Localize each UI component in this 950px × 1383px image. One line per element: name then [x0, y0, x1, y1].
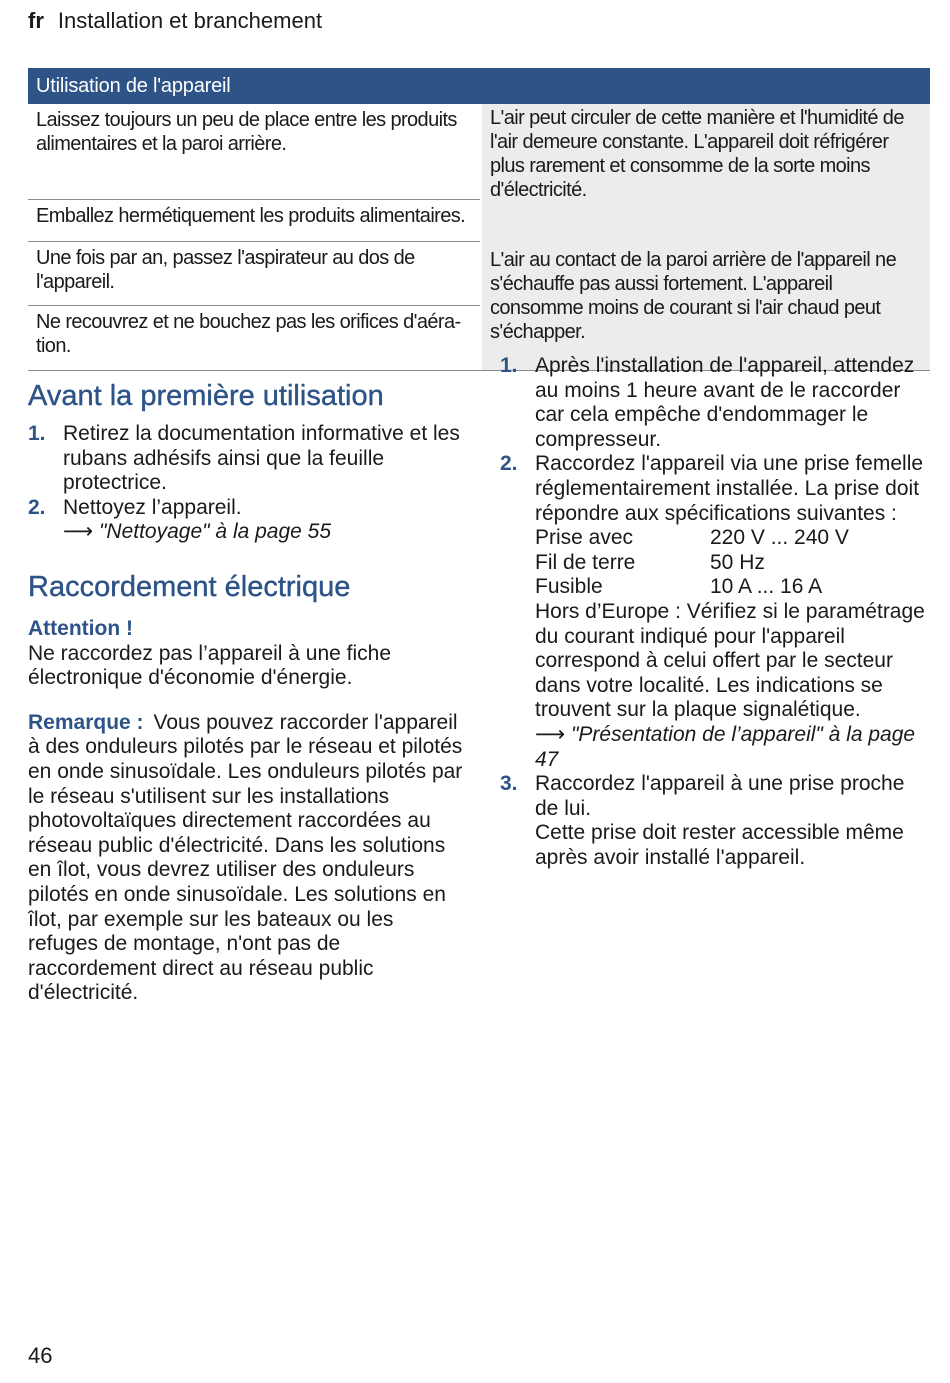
first-use-heading: Avant la première utilisation	[28, 380, 384, 412]
page-reference-link[interactable]: "Nettoyage" à la page 55	[98, 520, 332, 544]
page-number: 46	[28, 1343, 53, 1368]
spec-value: 220 V ... 240 V	[710, 526, 849, 550]
left-column	[28, 376, 468, 1006]
step-number: 1.	[500, 354, 518, 377]
usage-table-cell: Laissez toujours un peu de place entre les produits alimentaires et la paroi arrière.	[28, 104, 480, 200]
usage-table-reason: L'air au contact de la paroi arrière de l'appareil ne s'échauffe pas aussi fortement. L'appareil consomme moins de courant si l'air chaud peut s'échapper.	[482, 242, 930, 370]
page-reference-link[interactable]: "Présentation de l’appareil" à la page 47	[535, 722, 916, 771]
connection-steps	[500, 354, 930, 870]
step-text: Retirez la documentation informative et les rubans adhésifs ainsi que la feuille protectrice.	[63, 422, 460, 495]
list-item	[28, 496, 468, 545]
remark-block	[28, 711, 468, 1006]
spec-label: Prise avec	[535, 526, 634, 550]
page-header	[28, 6, 322, 36]
usage-table-group	[28, 242, 930, 371]
list-item	[500, 452, 930, 772]
step-text: Raccordez l'appareil à une prise proche de lui.	[535, 772, 905, 820]
first-use-steps	[28, 422, 468, 545]
attention-text: Ne raccordez pas l’appareil à une fiche électronique d'économie d'énergie.	[28, 641, 392, 690]
remark-label: Remarque :	[28, 710, 144, 734]
usage-table-cell: Ne recouvrez et ne bouchez pas les orifices d'aéra-tion.	[36, 311, 461, 357]
usage-table-heading: Utilisation de l'appareil	[28, 68, 930, 104]
usage-table-cell: Une fois par an, passez l'aspirateur au dos de l'appareil.	[28, 242, 480, 306]
usage-table-reason: L'air peut circuler de cette manière et l'humidité de l'air demeure constante. L'appareil doit réfrigérer plus rarement et consomme de la sorte moins d'électricité.	[482, 104, 930, 242]
usage-table-cell: Emballez hermétiquement les produits alimentaires.	[28, 200, 480, 242]
spec-table	[535, 526, 930, 600]
usage-table	[28, 68, 930, 371]
step-text: Après l'installation de l'appareil, attendez au moins 1 heure avant de le raccorder car cela empêche d'endommager le compresseur.	[535, 354, 915, 451]
spec-value: 50 Hz	[710, 550, 765, 574]
spec-value: 10 A ... 16 A	[710, 575, 823, 599]
spec-label: Fil de terre	[535, 550, 636, 574]
step-number: 1.	[28, 422, 46, 445]
step-note: Hors d’Europe : Vérifiez si le paramétrage du courant indiqué pour l'appareil correspond à celui offert par le secteur dans votre localité. Les indications se trouvent sur la plaque signalétique.	[535, 599, 925, 722]
list-item	[500, 772, 930, 870]
list-item	[28, 422, 468, 496]
spec-label: Fusible	[535, 575, 603, 599]
remark-text: Vous pouvez raccorder l'appareil à des onduleurs pilotés par le réseau et pilotés en onde sinusoïdale. Les onduleurs pilotés par le réseau s'utilisent sur les installations photovoltaïques directement raccordées au réseau public d'électricité. Dans les solutions en îlot, vous devrez utiliser des onduleurs pilotés en onde sinusoïdale. Les solutions en îlot, par exemple sur les bateaux ou les refuges de montage, n'ont pas de raccordement direct au réseau public d'électricité.	[28, 710, 463, 1005]
section-title: Installation et branchement	[57, 8, 323, 33]
arrow-icon: ⟶	[535, 722, 566, 746]
step-number: 2.	[500, 452, 518, 476]
step-text: Nettoyez l’appareil.	[63, 495, 242, 519]
step-number: 3.	[500, 772, 518, 796]
attention-label: Attention !	[28, 616, 133, 640]
usage-table-group	[28, 104, 930, 242]
step-note: Cette prise doit rester accessible même après avoir installé l'appareil.	[535, 821, 904, 869]
right-column	[500, 354, 930, 870]
language-code: fr	[28, 8, 44, 33]
step-number: 2.	[28, 495, 46, 519]
arrow-icon: ⟶	[63, 520, 94, 544]
electrical-heading: Raccordement électrique	[28, 570, 351, 603]
list-item	[500, 354, 930, 452]
step-text: Raccordez l'appareil via une prise femelle réglementairement installée. La prise doit répondre aux spécifications suivantes :	[535, 452, 924, 525]
